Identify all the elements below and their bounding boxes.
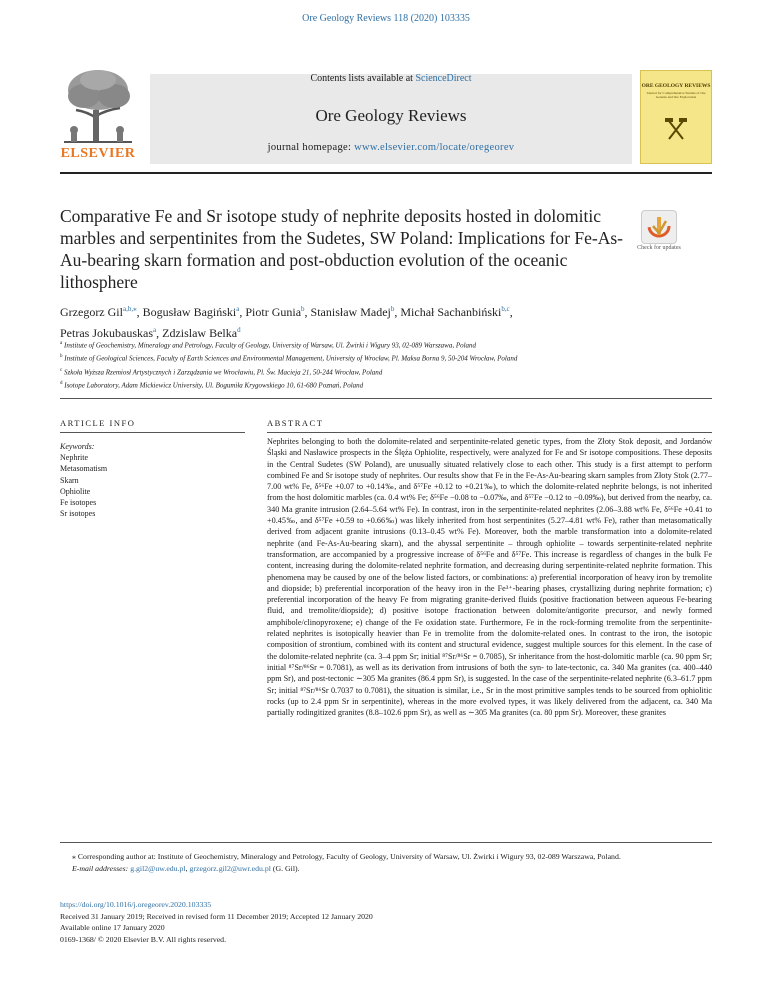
email-separator: , xyxy=(185,864,190,873)
keyword: Metasomatism xyxy=(60,464,108,474)
sciencedirect-link[interactable]: ScienceDirect xyxy=(415,73,472,84)
email-note xyxy=(60,863,712,875)
affiliation: $^d$ Isotope Laboratory, Adam Mickiewicz University, Ul. Bogumiła Krygowskiego 10, 61-680 Poznań, Poland xyxy=(60,380,364,390)
keyword: Sr isotopes xyxy=(60,509,96,519)
elsevier-wordmark: ELSEVIER xyxy=(60,146,136,161)
affiliation: $^c$ Szkoła Wyższa Rzemiosł Artystycznych i Zarządzania we Wrocławiu, Pl. Św. Macieja 21, 50-244 Wrocław, Poland xyxy=(60,367,383,376)
doi-link[interactable]: https://doi.org/10.1016/j.oregeorev.2020.103335 xyxy=(60,900,212,909)
author[interactable]: Stanisław Madej$^b$ xyxy=(310,305,395,319)
journal-citation[interactable]: Ore Geology Reviews 118 (2020) 103335 xyxy=(302,13,470,24)
homepage-link[interactable]: www.elsevier.com/locate/oregeorev xyxy=(354,142,515,153)
hammers-icon xyxy=(641,109,711,149)
affiliation: $^a$ Institute of Geochemistry, Mineralogy and Petrology, Faculty of Geology, University of Warsaw, Ul. Żwirki i Wigury 93, 02-089 Warszawa, Poland xyxy=(60,341,477,350)
footnote-divider xyxy=(60,842,712,843)
author-list: Grzegorz Gil$^{a,b,⁎}$, Bogusław Bagiński$^a$, Piotr Gunia$^b$, Stanisław Madej$^b$, Michał Sachanbiński$^{b,c}$, Petras Jokubauskas$^a$, Zdzislaw Belka$^d$ xyxy=(60,305,513,340)
elsevier-tree-icon xyxy=(60,66,136,144)
article-info-divider xyxy=(60,432,245,433)
email-link[interactable]: g.gil2@uw.edu.pl xyxy=(130,864,186,873)
keyword: Fe isotopes xyxy=(60,498,97,508)
email-link[interactable]: grzegorz.gil2@uwr.edu.pl xyxy=(189,864,271,873)
author[interactable]: Piotr Gunia$^b$ xyxy=(245,305,305,319)
keyword: Nephrite xyxy=(60,453,88,463)
email-label: E-mail addresses: xyxy=(72,864,131,873)
journal-homepage xyxy=(150,142,632,153)
journal-cover-thumbnail[interactable] xyxy=(640,70,712,164)
article-title: Comparative Fe and Sr isotope study of nephrite deposits hosted in dolomitic marbles and serpentinites from the Sudetes, SW Poland: Implications for Fe-As-Au-bearing skarn formation and post-obduction evolution of the oceanic lithosphere xyxy=(60,206,623,292)
email-suffix: (G. Gil). xyxy=(270,864,300,873)
keyword: Skarn xyxy=(60,475,79,485)
received-dates: Received 31 January 2019; Received in revised form 11 December 2019; Accepted 12 January 2020 xyxy=(60,911,373,921)
publication-info xyxy=(60,899,712,945)
elsevier-logo[interactable] xyxy=(60,66,136,162)
keyword: Ophiolite xyxy=(60,486,91,496)
keywords-heading: Keywords: xyxy=(60,442,95,451)
affiliations xyxy=(60,338,712,391)
cover-title: ORE GEOLOGY REVIEWS xyxy=(641,83,711,89)
cover-subtitle: Journal for Comprehensive Studies of Ore Genesis and Ore Exploration xyxy=(646,91,706,99)
author[interactable]: Michał Sachanbiński$^{b,c}$ xyxy=(400,305,510,319)
abstract-divider xyxy=(267,432,712,433)
author[interactable]: Petras Jokubauskas$^a$ xyxy=(60,326,157,340)
abstract-text: Nephrites belonging to both the dolomite-related and serpentinite-related genetic types, from the Złoty Stok deposit, and Jordanów Śląski and Nasławice prospects in the Ślęża Ophiolite, respectively, were analyzed for Fe and Sr isotope compositions. These deposits in the Central Sudetes (SW Poland), are unusually situated relatively close to each other. This study is a first attempt to perform combined Fe and Sr isotope study of nephrites. Our results show that Fe in the Fe-As-Au-bearing skarn samples from Złoty Stok (2.77–7.00 wt% Fe, δ⁵⁶Fe +0.07 to +0.14‰, and δ⁵⁷Fe +0.12 to +0.21‰), to which the dolomite-related nephrite belongs, is not inherited from the host dolomitic marbles (ca. 0.4 wt% Fe; δ⁵⁶Fe −0.08 to −0.07‰, and δ⁵⁷Fe −0.12 to −0.09‰), but derived from the nearby, ca. 340 Ma granite intrusion (2.64–5.64 wt% Fe). In contrast, iron in the serpentinite-related nephrites (2.06–3.88 wt% Fe, δ⁵⁶Fe +0.41 to +0.45‰, and δ⁵⁷Fe +0.59 to +0.66‰) was likely inherited from host serpentinites (5.27–4.81 wt% Fe), rather than metasomatically derived from adjacent granite intrusions (0.13–0.45 wt% Fe). Moreover, both the marble transformation into a dolomite-related nephrite (and Fe-As-Au-bearing skarn), and the abyssal serpentinite – through ophiolite – towards serpentinite-related nephrite transformation, are accompanied by a progressive increase of δ⁵⁶Fe and δ⁵⁷Fe. This increase is regardless of changes in the bulk Fe content, increasing during the dolomite-related nephrite formation, and decreasing during serpentinite-related nephrite formation. This phenomena may be caused by one of the below listed factors, or combinations: a) preferential incorporation of heavy iron by tremolite and diopside; b) preferential incorporation of the heavy iron in the Fe³⁺-bearing phases, crystallizing during nephrite formation; c) preferential incorporation of the heavy Fe from migrating granite-derived fluids (positive fractionation between aqueous Fe-bearing fluid, and tremolite/diopside); d) positive isotope fractionation between dolomite/antigorite precursor, and newly formed amphibole/clinopyroxene; e) change of the Fe oxidation state. Furthermore, Fe in the rock-forming tremolite from the serpentinite-related nephrites is isotopically heavier than Fe in tremolite from the dolomite-related ones. In contrast to the iron, the isotopic composition of strontium, combined with its content and structural evidence, suggest multiple sources for this element. In the case of the dolomite-related nephrite (ca. 3–4 ppm Sr; initial ⁸⁷Sr/⁸⁶Sr = 0.7085), Sr inheritance from the host-dolomitic marble (ca. 90 ppm Sr; initial ⁸⁷Sr/⁸⁶Sr = 0.7081), as well as its derivation from intrusions of both the syn- to late-tectonic, ca. 340 Ma granites (ca. 400–440 ppm Sr), and post-tectonic ∼305 Ma granites (86.4 ppm Sr), is suggested. In the case of the serpentinite-related nephrite (6.3–61.7 ppm Sr; initial ⁸⁷Sr/⁸⁶Sr 0.7037 to 0.7081), the situation is similar, i.e., Sr in the most primitive samples tends to be sourced from ophiolitic rocks (up to 2.4 ppm Sr in serpentinite), whereas in the more evolved types, it was likely delivered from the adjacent, ca. 340 Ma partially rodingitized granites (8.8–102.6 ppm Sr), as well as ∼305 Ma granites (ca. 80 ppm Sr). Moreover, these granites xyxy=(267,437,713,718)
keywords-block xyxy=(60,441,230,519)
homepage-prefix: journal homepage: xyxy=(267,142,355,153)
affiliation: $^b$ Institute of Geological Sciences, Faculty of Earth Sciences and Environmental Management, University of Wrocław, Pl. Maksa Borna 9, 50-204 Wrocław, Poland xyxy=(60,354,518,363)
crossmark-icon xyxy=(642,211,676,243)
available-online: Available online 17 January 2020 xyxy=(60,923,165,933)
check-for-updates-label: Check for updates xyxy=(637,245,681,251)
contents-line xyxy=(150,73,632,84)
journal-header xyxy=(60,66,712,164)
article-info-heading: ARTICLE INFO xyxy=(60,418,136,428)
footnotes xyxy=(60,851,712,875)
author[interactable]: Grzegorz Gil$^{a,b,⁎}$ xyxy=(60,305,137,319)
header-divider xyxy=(60,172,712,174)
copyright: 0169-1368/ © 2020 Elsevier B.V. All rights reserved. xyxy=(60,934,227,944)
contents-prefix: Contents lists available at xyxy=(310,73,416,84)
affiliations-divider xyxy=(60,398,712,399)
author[interactable]: Bogusław Bagiński$^a$ xyxy=(142,305,240,319)
author[interactable]: Zdzislaw Belka$^d$ xyxy=(162,326,241,340)
abstract-heading: ABSTRACT xyxy=(267,418,324,428)
journal-name: Ore Geology Reviews xyxy=(315,106,467,125)
check-for-updates-button[interactable] xyxy=(641,210,677,244)
journal-banner xyxy=(150,74,632,164)
corresponding-author-note: ⁎ Corresponding author at: Institute of Geochemistry, Mineralogy and Petrology, Faculty of Geology, University of Warsaw, Ul. Żwirki i Wigury 93, 02-089 Warszawa, Poland. xyxy=(72,852,621,861)
